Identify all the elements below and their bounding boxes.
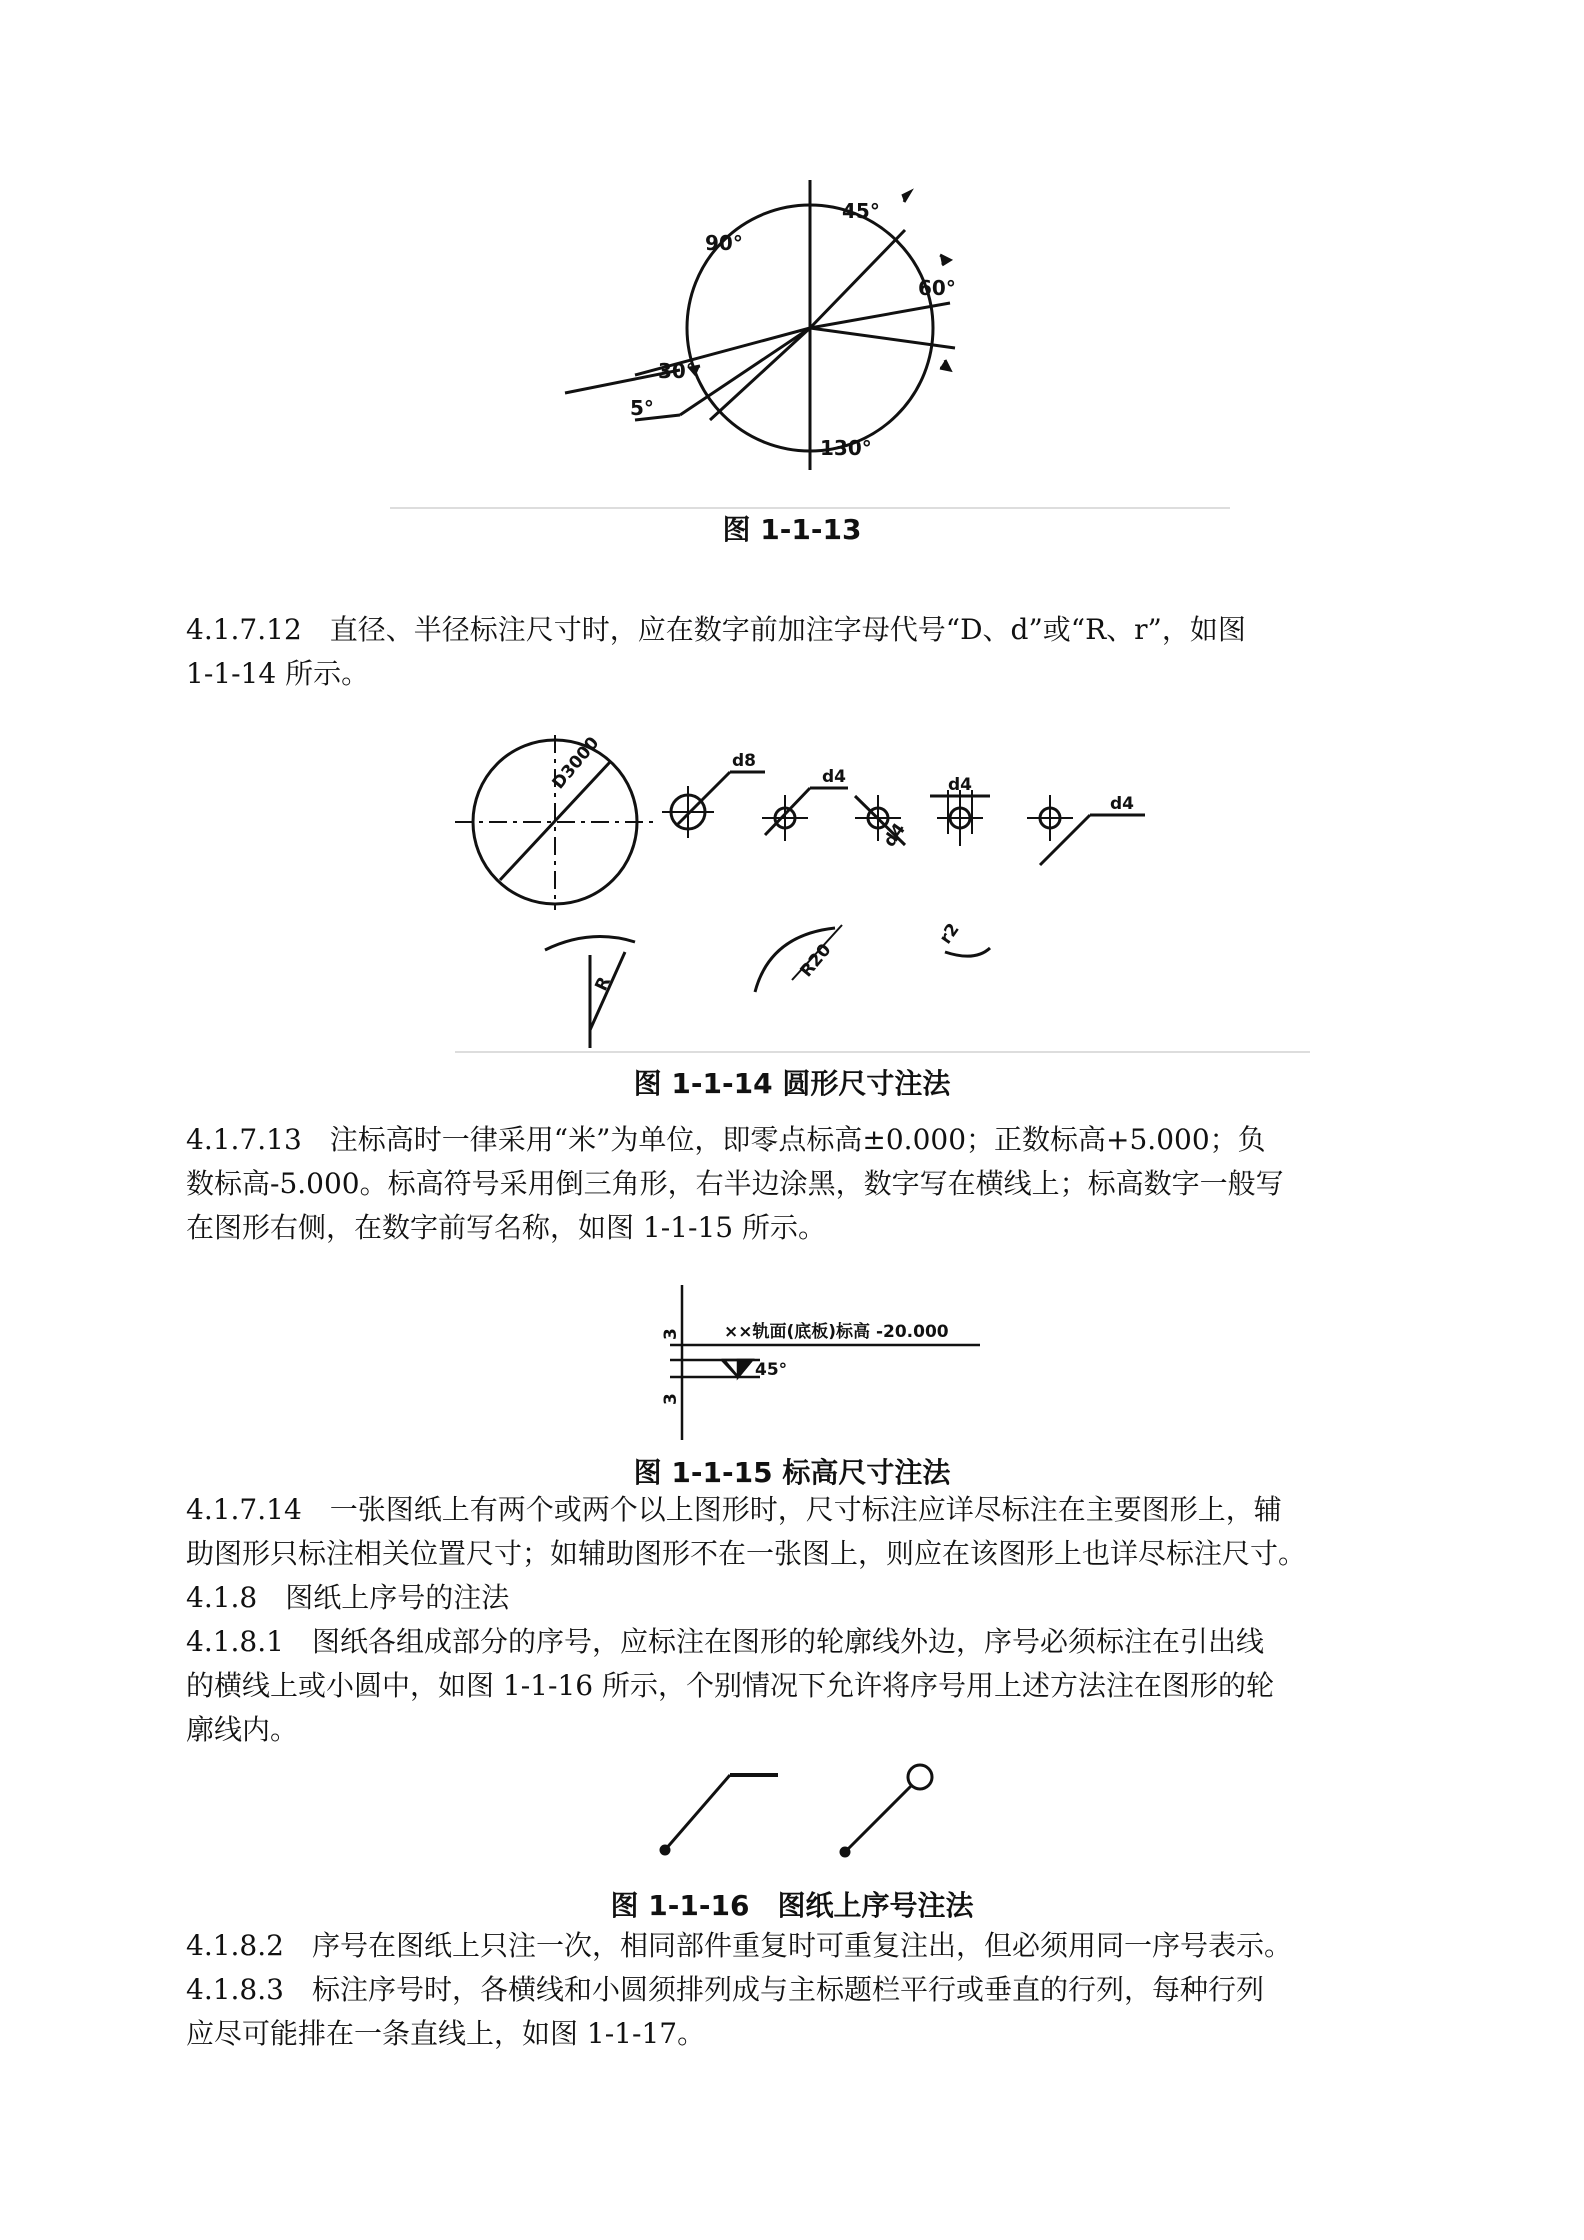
para-4-1-7-13 xyxy=(186,1118,1436,1250)
text-line: 4.1.8.2 序号在图纸上只注一次，相同部件重复时可重复注出，但必须用同一序号表示。 xyxy=(186,1929,1292,1962)
figure-1-1-13 xyxy=(380,170,1240,520)
label-45: 45° xyxy=(842,199,880,223)
figure-1-1-16-caption: 图 1-1-16 图纸上序号注法 xyxy=(610,1889,974,1922)
label-90: 90° xyxy=(705,231,743,255)
para-4-1-7-14 xyxy=(186,1488,1436,1752)
text-line: 助图形只标注相关位置尺寸；如辅助图形不在一张图上，则应在该图形上也详尽标注尺寸。 xyxy=(186,1537,1307,1570)
figure-1-1-14-caption: 图 1-1-14 圆形尺寸注法 xyxy=(633,1067,951,1100)
text-line: 4.1.8.3 标注序号时，各横线和小圆须排列成与主标题栏平行或垂直的行列，每种行列 xyxy=(186,1973,1264,2006)
text-line: 廓线内。 xyxy=(186,1713,299,1746)
text-line: 在图形右侧，在数字前写名称，如图 1-1-15 所示。 xyxy=(186,1211,826,1244)
text-line: 1-1-14 所示。 xyxy=(186,657,370,690)
figure-1-1-13-caption: 图 1-1-13 xyxy=(722,513,862,546)
label-r2: r2 xyxy=(935,919,964,948)
text-line: 数标高-5.000。标高符号采用倒三角形，右半边涂黑，数字写在横线上；标高数字一般写 xyxy=(186,1167,1284,1200)
label-D3000: D3000 xyxy=(548,733,604,794)
text-line: 的横线上或小圆中，如图 1-1-16 所示，个别情况下允许将序号用上述方法注在图形的轮 xyxy=(186,1669,1274,1702)
leader-line xyxy=(665,1775,730,1850)
section-heading: 4.1.8 图纸上序号的注法 xyxy=(186,1581,510,1614)
figure-1-1-16 xyxy=(650,1755,940,1865)
figure-1-1-15 xyxy=(640,1280,1000,1450)
text-line: 4.1.7.14 一张图纸上有两个或两个以上图形时，尺寸标注应详尽标注在主要图形上，辅 xyxy=(186,1493,1282,1526)
label-30: 30° xyxy=(658,359,696,383)
para-4-1-8-2 xyxy=(186,1924,1436,2056)
label-d4-a: d4 xyxy=(822,767,846,787)
figure-1-1-15-caption: 图 1-1-15 标高尺寸注法 xyxy=(633,1456,951,1489)
label-45deg: 45° xyxy=(755,1360,788,1380)
label-d4-d: d4 xyxy=(1110,794,1134,814)
label-R20: R20 xyxy=(796,940,836,982)
label-60: 60° xyxy=(918,276,956,300)
label-d4-c: d4 xyxy=(948,775,972,795)
label-d4-b: d4 xyxy=(879,819,910,851)
sequence-circle xyxy=(908,1765,932,1789)
label-R: R xyxy=(591,973,616,995)
figure-1-1-14 xyxy=(440,730,1320,1060)
label-dim-3a: 3 xyxy=(661,1328,681,1340)
text-line: 4.1.7.12 直径、半径标注尺寸时，应在数字前加注字母代号“D、d”或“R、r”，如图 xyxy=(186,613,1246,646)
text-line: 4.1.8.1 图纸各组成部分的序号，应标注在图形的轮廓线外边，序号必须标注在引出线 xyxy=(186,1625,1264,1658)
text-line: 应尽可能排在一条直线上，如图 1-1-17。 xyxy=(186,2017,706,2050)
label-130: 130° xyxy=(820,436,872,460)
label-elevation-text: ××轨面(底板)标高 -20.000 xyxy=(724,1322,949,1342)
para-4-1-7-12 xyxy=(186,608,1436,696)
label-d8: d8 xyxy=(732,751,756,771)
label-dim-3b: 3 xyxy=(661,1393,681,1405)
label-5: 5° xyxy=(630,396,654,420)
text-line: 4.1.7.13 注标高时一律采用“米”为单位，即零点标高±0.000；正数标高+5.000；负 xyxy=(186,1123,1266,1156)
